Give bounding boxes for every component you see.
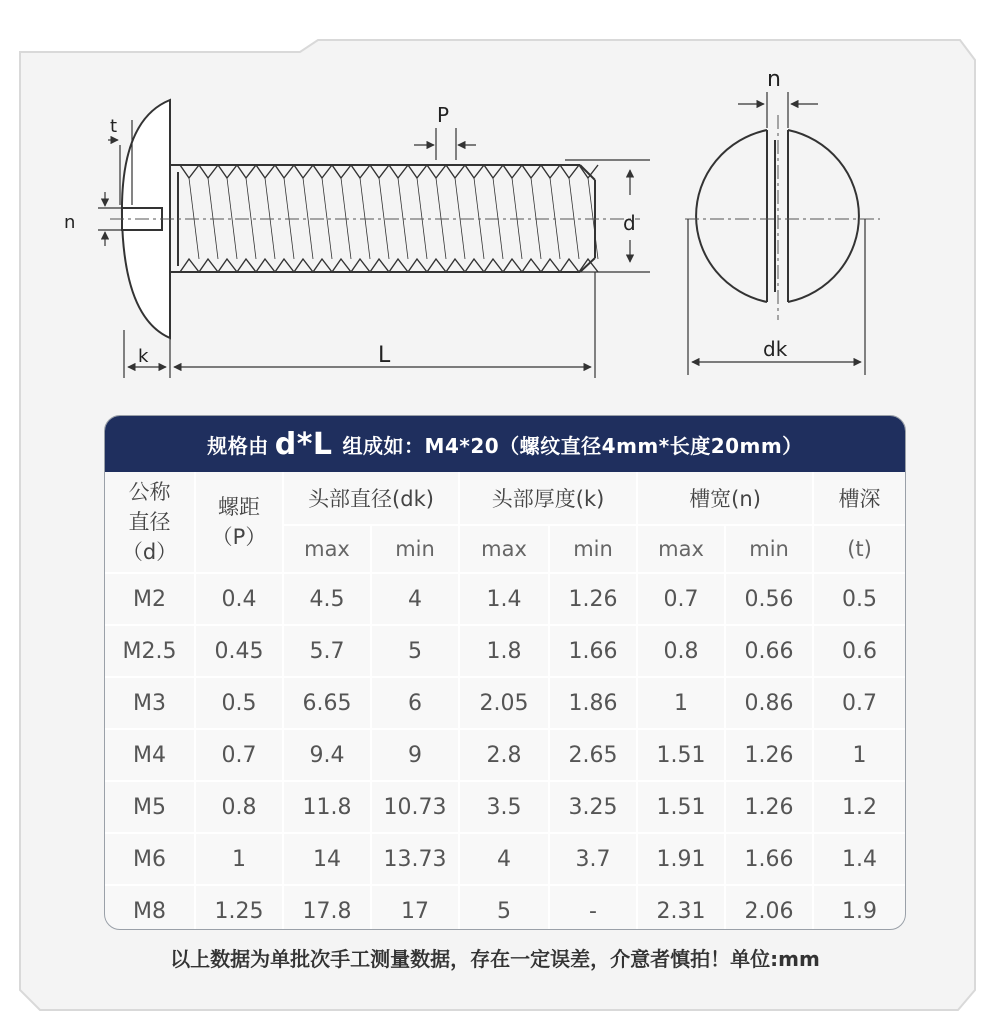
table-cell: 1 (195, 833, 283, 885)
table-cell: 1.2 (813, 781, 905, 833)
table-cell: 17.8 (283, 885, 371, 930)
table-cell: 1.25 (195, 885, 283, 930)
table-cell: 17 (371, 885, 459, 930)
header-slot-depth: 槽深 (813, 472, 905, 525)
table-cell: 1 (637, 677, 725, 729)
table-cell: 2.8 (459, 729, 549, 781)
header-max: max (459, 525, 549, 573)
table-row (105, 781, 905, 833)
table-cell: - (549, 885, 637, 930)
table-row (105, 573, 905, 625)
table-cell: 5 (459, 885, 549, 930)
table-cell: 0.4 (195, 573, 283, 625)
table-cell: 1.26 (725, 781, 813, 833)
dim-n-top-label: n (767, 67, 781, 92)
table-cell: 2.06 (725, 885, 813, 930)
table-cell: 13.73 (371, 833, 459, 885)
banner-highlight: d*L (274, 426, 333, 462)
spec-table (105, 472, 905, 930)
footnote: 以上数据为单批次手工测量数据，存在一定误差，介意者慎拍！单位:mm (170, 947, 820, 971)
table-cell: M3 (105, 677, 195, 729)
table-cell: 1.8 (459, 625, 549, 677)
header-max: max (283, 525, 371, 573)
table-cell: 3.7 (549, 833, 637, 885)
header-slot-depth-unit: (t) (813, 525, 905, 573)
dim-d-label: d (623, 211, 636, 235)
header-pitch: 螺距 （P） (195, 472, 283, 573)
header-min: min (549, 525, 637, 573)
table-cell: 0.5 (195, 677, 283, 729)
table-cell: 5.7 (283, 625, 371, 677)
header-head-thickness: 头部厚度(k) (459, 472, 637, 525)
table-cell: 1.26 (725, 729, 813, 781)
table-row (105, 625, 905, 677)
header-slot-width: 槽宽(n) (637, 472, 813, 525)
table-cell: 4.5 (283, 573, 371, 625)
table-cell: 1.9 (842, 898, 878, 924)
table-cell: 0.8 (195, 781, 283, 833)
table-row (105, 833, 905, 885)
table-cell: 1.4 (459, 573, 549, 625)
table-cell: 1.86 (549, 677, 637, 729)
table-cell: 1.26 (549, 573, 637, 625)
table-cell: M6 (105, 833, 195, 885)
table-cell: 4 (371, 573, 459, 625)
table-cell: 2.65 (549, 729, 637, 781)
table-cell: 0.7 (813, 677, 905, 729)
table-cell: 0.8 (637, 625, 725, 677)
table-cell: 3.25 (549, 781, 637, 833)
table-cell: 1.66 (549, 625, 637, 677)
table-cell: M2 (105, 573, 195, 625)
dim-n-side-label: n (64, 212, 76, 233)
table-row (105, 885, 905, 930)
table-cell: 0.5 (813, 573, 905, 625)
table-cell: 5 (371, 625, 459, 677)
table-cell: 0.6 (813, 625, 905, 677)
table-row (105, 729, 905, 781)
table-cell: 6 (371, 677, 459, 729)
table-cell: 1.91 (637, 833, 725, 885)
table-row (105, 677, 905, 729)
table-cell: M2.5 (105, 625, 195, 677)
table-cell: 1.66 (725, 833, 813, 885)
table-cell: 0.7 (195, 729, 283, 781)
table-cell: M4 (105, 729, 195, 781)
banner-suffix: 组成如：M4*20（螺纹直径4mm*长度20mm） (342, 433, 803, 458)
table-cell: 11.8 (283, 781, 371, 833)
table-cell: 4 (459, 833, 549, 885)
table-cell: 6.65 (283, 677, 371, 729)
table-banner (105, 416, 905, 472)
header-max: max (637, 525, 725, 573)
table-cell: 0.45 (195, 625, 283, 677)
table-cell: M5 (105, 781, 195, 833)
table-cell: 3.5 (459, 781, 549, 833)
header-nominal-diameter: 公称 直径 （d） (105, 472, 195, 573)
table-cell: 9.4 (283, 729, 371, 781)
header-min: min (371, 525, 459, 573)
table-cell: 1.51 (637, 781, 725, 833)
header-head-diameter: 头部直径(dk) (283, 472, 459, 525)
table-cell: 1.4 (813, 833, 905, 885)
header-min: min (725, 525, 813, 573)
table-cell: 10.73 (371, 781, 459, 833)
table-cell: 1.51 (637, 729, 725, 781)
table-cell: 0.66 (725, 625, 813, 677)
banner-prefix: 规格由 (207, 433, 269, 458)
dim-k-label: k (138, 346, 149, 367)
spec-table-card (104, 415, 906, 930)
table-cell: 0.86 (725, 677, 813, 729)
dim-t-label: t (110, 116, 118, 137)
table-cell: 0.7 (637, 573, 725, 625)
dim-p-label: P (437, 103, 450, 127)
table-cell: 9 (371, 729, 459, 781)
table-cell: 2.05 (459, 677, 549, 729)
table-cell: 2.31 (637, 885, 725, 930)
table-cell: 1 (813, 729, 905, 781)
dim-dk-label: dk (763, 337, 788, 361)
screw-technical-drawing (0, 0, 990, 400)
table-cell: 0.56 (725, 573, 813, 625)
table-cell: 14 (283, 833, 371, 885)
table-cell: M8 (105, 885, 195, 930)
dim-l-label: L (378, 343, 391, 368)
